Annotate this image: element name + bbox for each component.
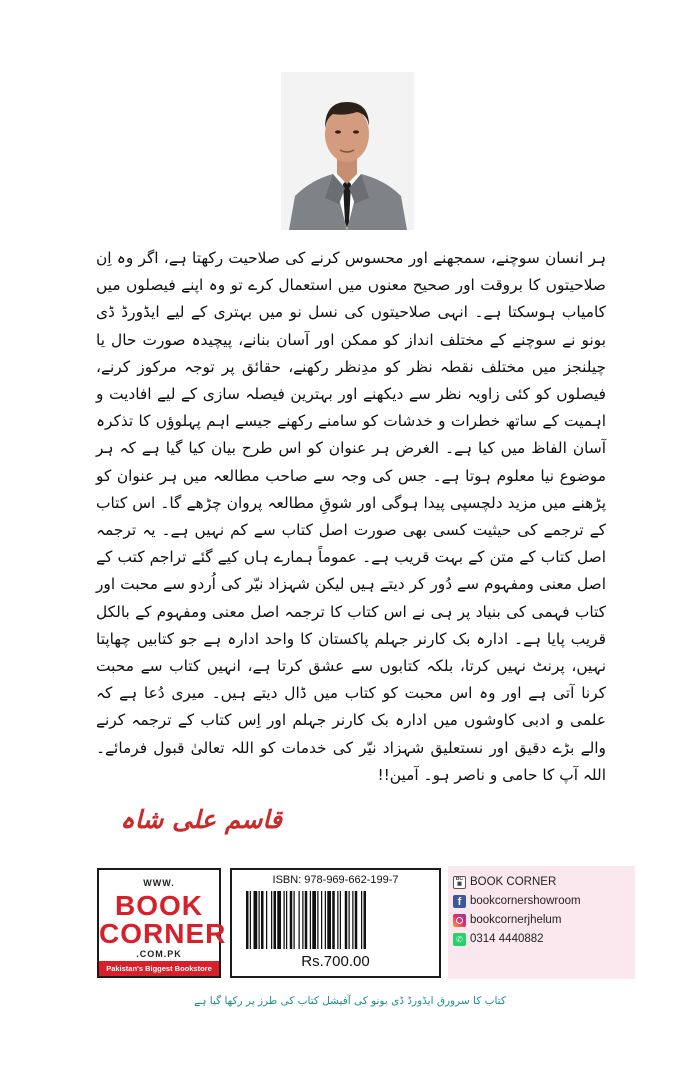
barcode-bar	[317, 891, 318, 949]
whatsapp-icon: ✆	[453, 933, 466, 946]
contact-row-whatsapp	[453, 930, 544, 948]
barcode-bar	[274, 891, 277, 949]
contact-panel	[448, 866, 635, 979]
contact-row-instagram	[453, 911, 561, 929]
book-price: Rs.700.00	[301, 953, 370, 970]
book-description	[96, 245, 606, 789]
barcode-bar	[266, 891, 267, 949]
barcode-bar	[254, 891, 258, 949]
barcode-bar	[349, 891, 350, 949]
barcode-bar	[299, 891, 300, 949]
barcode-bar	[259, 891, 260, 949]
contact-row-store	[453, 873, 556, 891]
barcode-bar	[290, 891, 293, 949]
barcode-bar	[277, 891, 281, 949]
barcode-bar	[327, 891, 331, 949]
cover-credit-note: کتاب کا سرورق ایڈورڈ ڈی بونو کی آفیشل کتاب کی طرز پر رکھا گیا ہے	[194, 995, 506, 1007]
logo-tagline: Pakistan's Biggest Bookstore	[99, 961, 219, 976]
barcode-bar	[246, 891, 249, 949]
barcode-bar	[261, 891, 264, 949]
contact-facebook-handle: bookcornershowroom	[470, 895, 581, 907]
barcode-bar	[294, 891, 295, 949]
logo-word-corner: CORNER	[99, 918, 227, 949]
bookcorner-logo-icon: BC ▦	[453, 876, 466, 889]
contact-instagram-handle: bookcornerjhelum	[470, 914, 562, 926]
barcode-bar	[286, 891, 287, 949]
isbn-number: ISBN: 978-969-662-199-7	[272, 874, 399, 886]
instagram-icon	[453, 914, 466, 927]
barcode-bar	[271, 891, 272, 949]
barcode-panel	[230, 868, 441, 978]
contact-row-facebook	[453, 892, 581, 910]
author-signature: قاسم علی شاہ	[120, 805, 282, 834]
barcode-bar	[250, 891, 251, 949]
barcode-bar	[340, 891, 341, 949]
barcode-bar	[312, 891, 316, 949]
barcode-bar	[325, 891, 326, 949]
barcode-bar	[305, 891, 308, 949]
barcode-bar	[321, 891, 322, 949]
bookcorner-logo	[97, 868, 227, 978]
logo-word-book: BOOK	[115, 890, 203, 921]
barcode-graphic	[246, 891, 425, 949]
logo-www: WWW.	[143, 878, 175, 888]
barcode-bar	[361, 891, 362, 949]
facebook-icon: f	[453, 895, 466, 908]
barcode-bar	[302, 891, 303, 949]
contact-phone: 0314 4440882	[470, 933, 544, 945]
description-paragraph: ہر انسان سوچنے، سمجھنے اور محسوس کرنے کی صلاحیت رکھتا ہے، اگر وہ اِن صلاحیتوں کا بروقت اور صحیح معنوں میں استعمال کرے تو وہ اپنے فیصلوں میں کامیاب ہوسکتا ہے۔ انہی صلاحیتوں کی نسل نو میں بہتری کے لیے ایڈورڈ ڈی بونو نے سوچنے کے مختلف انداز کو ممکن اور آسان بنانے، پیچیدہ صورت حال یا چیلنجز میں مختلف نقطہ نظر کو مدِنظر رکھنے، حقائق پر توجہ مرکوز کرنے، فیصلوں کو کئی زاویہ نظر سے دیکھنے اور بہترین فیصلہ سازی کے لیے افادیت و اہمیت کے ساتھ خطرات و خدشات کو سامنے رکھنے جیسے اہم پہلوؤں کا تذکرہ آسان الفاظ میں کیا ہے۔ الغرض ہر عنوان کو اس طرح بیان کیا گیا ہے کہ ہر موضوع نیا معلوم ہوتا ہے۔ جس کی وجہ سے صاحب مطالعہ میں ہر عنوان کو پڑھنے میں مزید دلچسپی پیدا ہوگی اور شوقِ مطالعہ پروان چڑھے گا۔ اس کتاب کے ترجمے کی حیثیت کسی بھی صورت اصل کتاب سے کم نہیں ہے۔ یہ ترجمہ اصل کتاب کے متن کے بہت قریب ہے۔ عموماً ہمارے ہاں کیے گئے تراجم کتب کے اصل معنی ومفہوم سے دُور کر دیتے ہیں لیکن شہزاد نیّر کی اُردو سے محبت اور کتاب فہمی کی بنیاد پر ہی نے اس کتاب کا ترجمہ اصل معنی ومفہوم کے بالکل قریب پایا ہے۔ ادارہ بک کارنر جہلم پاکستان کا واحد ادارہ ہے جو کتابیں چھاپتا نہیں، پرنٹ نہیں کرتا، بلکہ کتابوں سے عشق کرتا ہے، انہیں کتاب سے محبت کرنا آتی ہے اور وہ اس محبت کو کتاب میں ڈال دیتے ہیں۔ میری دُعا ہے کہ علمی و ادبی کاوشوں میں ادارہ بک کارنر جہلم اور اِس کتاب کے ترجمہ کرنے والے بڑے دقیق اور نستعلیق شہزاد نیّر کی خدمات کو اللہ تعالیٰ قبول فرمائے۔ اللہ آپ کا حامی و ناصر ہو۔ آمین!!	[96, 249, 606, 784]
barcode-bar	[364, 891, 367, 949]
contact-store-name: BOOK CORNER	[470, 876, 557, 888]
barcode-bar	[352, 891, 353, 949]
barcode-bar	[332, 891, 335, 949]
author-portrait-image	[281, 72, 414, 230]
barcode-bar	[355, 891, 358, 949]
barcode-bar	[310, 891, 311, 949]
barcode-bar	[337, 891, 338, 949]
barcode-bar	[284, 891, 285, 949]
logo-domain: .COM.PK	[136, 949, 182, 959]
author-photo	[281, 72, 414, 230]
barcode-bar	[345, 891, 348, 949]
